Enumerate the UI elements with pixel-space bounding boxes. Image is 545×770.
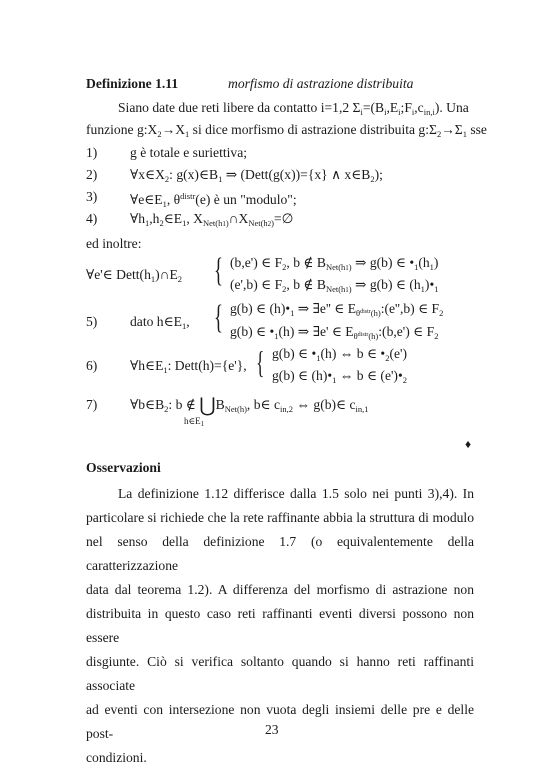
condition-a-left: ∀e'∈ $Dett(h_1)\cap E_2$ [86,267,183,284]
condition-a-brace: { [214,252,223,289]
item-6-number: 6) [86,358,98,373]
item-5-left: dato $h\in E_1$, [130,314,190,331]
item-5-number: 5) [86,314,98,329]
intro-line-1: Siano date due reti libere da contatto i=1,2 $\Sigma_i=(B_i,E_i;F_i,c_{in,i})$. Una [118,100,469,117]
item-4-text: $\forall h_1,h_2\in E_1$, $X_{Net(h1)}\cap X_{Net(h2)}=\emptyset$ [130,211,294,228]
item-1-text: g è totale e suriettiva; [130,145,248,160]
observations-line: condizioni. [86,750,147,765]
intro-line-2: funzione $g:X_2\to X_1$ si dice morfismo di astrazione distribuita $g:\Sigma_2\to\Sigma_1$ sse [86,122,487,139]
item-5-brace: { [214,299,223,336]
item-6-left: $\forall h\in E_1$: Dett(h)={e'}, [130,358,247,375]
item-4-number: 4) [86,211,98,226]
definition-heading [86,74,178,93]
item-5-line-2: g(b) ∈ $•_1(h)$ ⇒ ∃e' ∈ $E_{\theta^{distr}(h)}:(b,e')$ ∈ $F_2$ [230,324,439,341]
item-7-text: $\forall b\in B_2$: b ∉ $⋃B_{Net(h)}$, b∈ $c_{in,2}$ ⇔ g(b)∈ $c_{in,1}$ [130,395,369,417]
observations-line: disgiunte. Ciò si verifica soltanto quando si hanno reti raffinanti associate [86,654,474,693]
item-7-number: 7) [86,397,98,412]
item-7-union-index: $h\in E_1$ [184,416,205,428]
observations-line: La definizione 1.12 differisce dalla 1.5 solo nei punti 3),4). In [118,486,474,501]
item-3-text: $\forall e\in E_1$, $\theta^{distr}(e)$ è un "modulo"; [130,191,297,209]
observations-line: distribuita in questo caso reti raffinanti eventi diversi possono non essere [86,606,474,645]
ed-inoltre: ed inoltre: [86,236,142,251]
observations-line: data dal teorema 1.2). A differenza del morfismo di astrazione non [86,582,474,597]
definition-subtitle: morfismo di astrazione distribuita [228,76,414,91]
item-6-brace: { [256,344,265,380]
item-5-line-1: g(b) ∈ $(h)•_1$ ⇒ ∃e'' ∈ $E_{\theta^{distr}(h)}:(e'',b)$ ∈ $F_2$ [230,301,444,318]
definition-heading-text: Definizione 1.11 [86,76,179,91]
observations-line: nel senso della definizione 1.7 (o equivalentemente della caratterizzazione [86,534,474,573]
observations-body [86,482,474,770]
item-2-text: $\forall x\in X_2$: $g(x)\in B_1$ ⇒ (Dett(g(x))={x} ∧ $x\in B_2$); [130,167,383,184]
item-6-line-1: g(b) ∈ $•_1(h)$ ⇔ b ∈ $•_2(e')$ [272,346,407,363]
item-3-number: 3) [86,189,98,204]
page-number: 23 [265,722,279,737]
condition-a-line-2: (e',b) ∈ $F_2$, b ∉ $B_{Net(h1)}$ ⇒ g(b) ∈ $(h_1)•_1$ [230,277,439,294]
condition-a-line-1: (b,e') ∈ $F_2$, b ∉ $B_{Net(h1)}$ ⇒ g(b) ∈ $•_1(h_1)$ [230,255,439,272]
observations-line: particolare si richiede che la rete raffinante abbia la struttura di modulo [86,510,474,525]
definition-end-mark: ♦ [465,437,472,451]
item-2-number: 2) [86,167,98,182]
observations-heading: Osservazioni [86,460,161,475]
observations-line: ad eventi con intersezione non vuota degli insiemi delle pre e delle post- [86,702,474,741]
item-1-number: 1) [86,145,98,160]
item-6-line-2: g(b) ∈ $(h)•_1$ ⇔ b ∈ $(e')•_2$ [272,368,407,385]
